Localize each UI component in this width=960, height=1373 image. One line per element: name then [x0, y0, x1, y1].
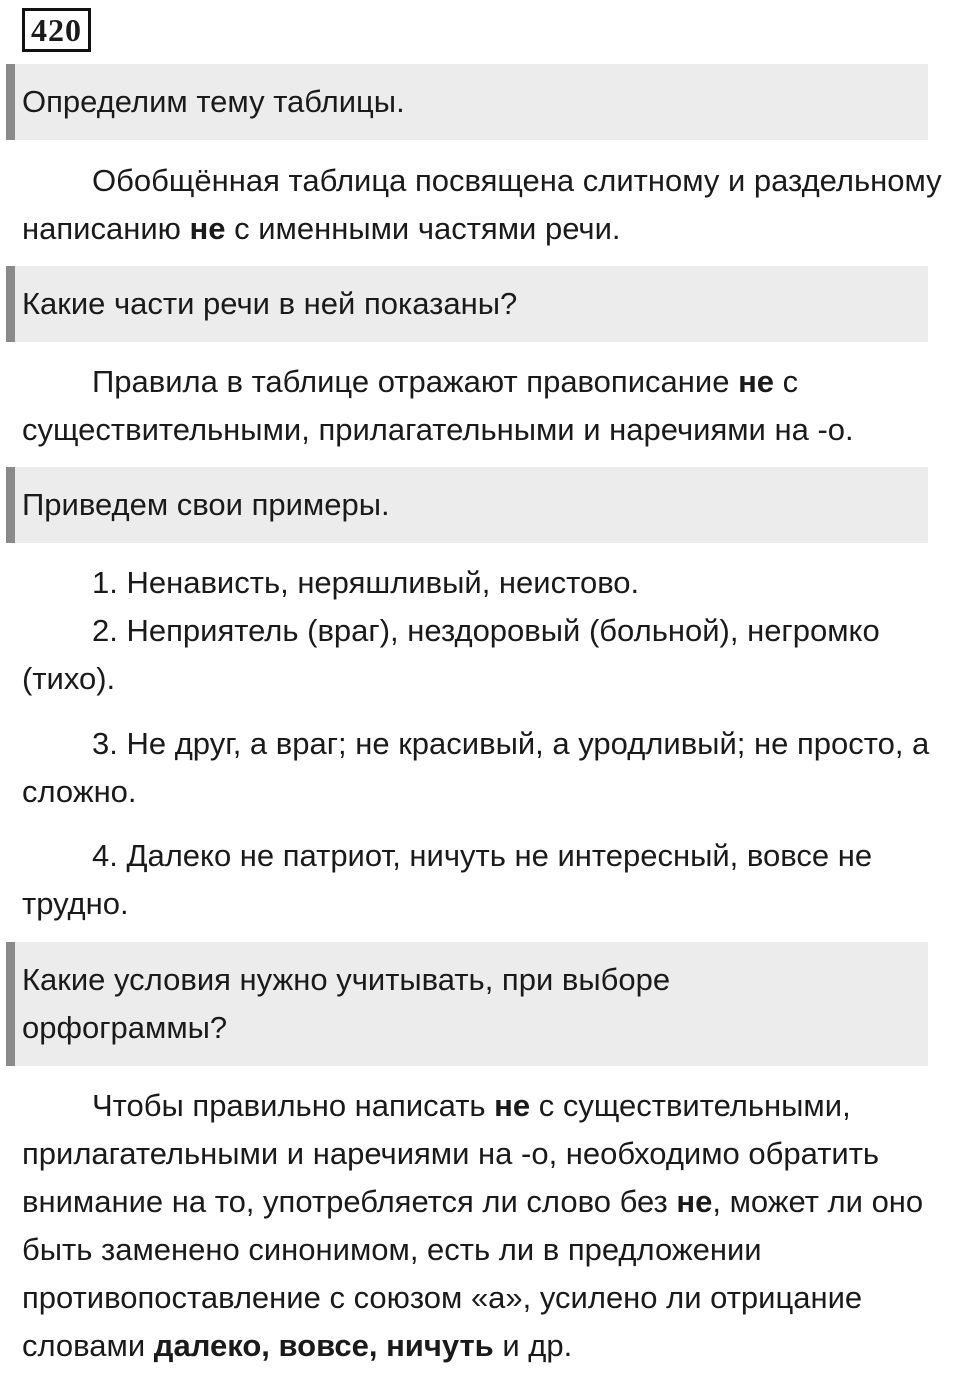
question-text-3: Приведем свои примеры.: [22, 487, 390, 522]
example-1: 1. Ненависть, неряшливый, неистово.: [92, 565, 640, 600]
question-box-4: [6, 942, 928, 1066]
question-box-3: [6, 467, 928, 543]
bold-intensifiers: далеко, вовсе, ничуть: [153, 1328, 494, 1363]
bold-ne-1: не: [189, 211, 226, 246]
question-text-1: Определим тему таблицы.: [22, 84, 405, 119]
question-text-4: Какие условия нужно учитывать, при выборе орфограммы?: [22, 962, 671, 1045]
question-box-1: [6, 64, 928, 140]
bold-ne-2: не: [738, 364, 775, 399]
bold-ne-4: не: [676, 1184, 713, 1219]
example-3: 3. Не друг, а враг; не красивый, а уродливый; не просто, а сложно.: [22, 726, 930, 809]
answer-paragraph-2: Правила в таблице отражают правописание не с существительными, прилагательными и наречиями на -о.: [22, 364, 854, 447]
question-text-2: Какие части речи в ней показаны?: [22, 286, 518, 321]
example-4: 4. Далеко не патриот, ничуть не интересный, вовсе не трудно.: [22, 838, 873, 921]
task-number-badge: 420: [22, 8, 91, 52]
question-box-2: [6, 266, 928, 342]
answer-paragraph-1: Обобщённая таблица посвящена слитному и раздельному написанию не с именными частями речи.: [22, 163, 942, 246]
answer-paragraph-4: Чтобы правильно написать не с существительными, прилагательными и наречиями на -о, необходимо обратить внимание на то, употребляется ли слово без не, может ли оно быть заменено синонимом, есть ли в предложении противопоставление с союзом «а», усилено ли отрицание словами далеко, вовсе, ничуть и др.: [22, 1088, 924, 1363]
bold-ne-3: не: [494, 1088, 531, 1123]
example-2: 2. Неприятель (враг), нездоровый (больной), негромко (тихо).: [22, 613, 880, 696]
